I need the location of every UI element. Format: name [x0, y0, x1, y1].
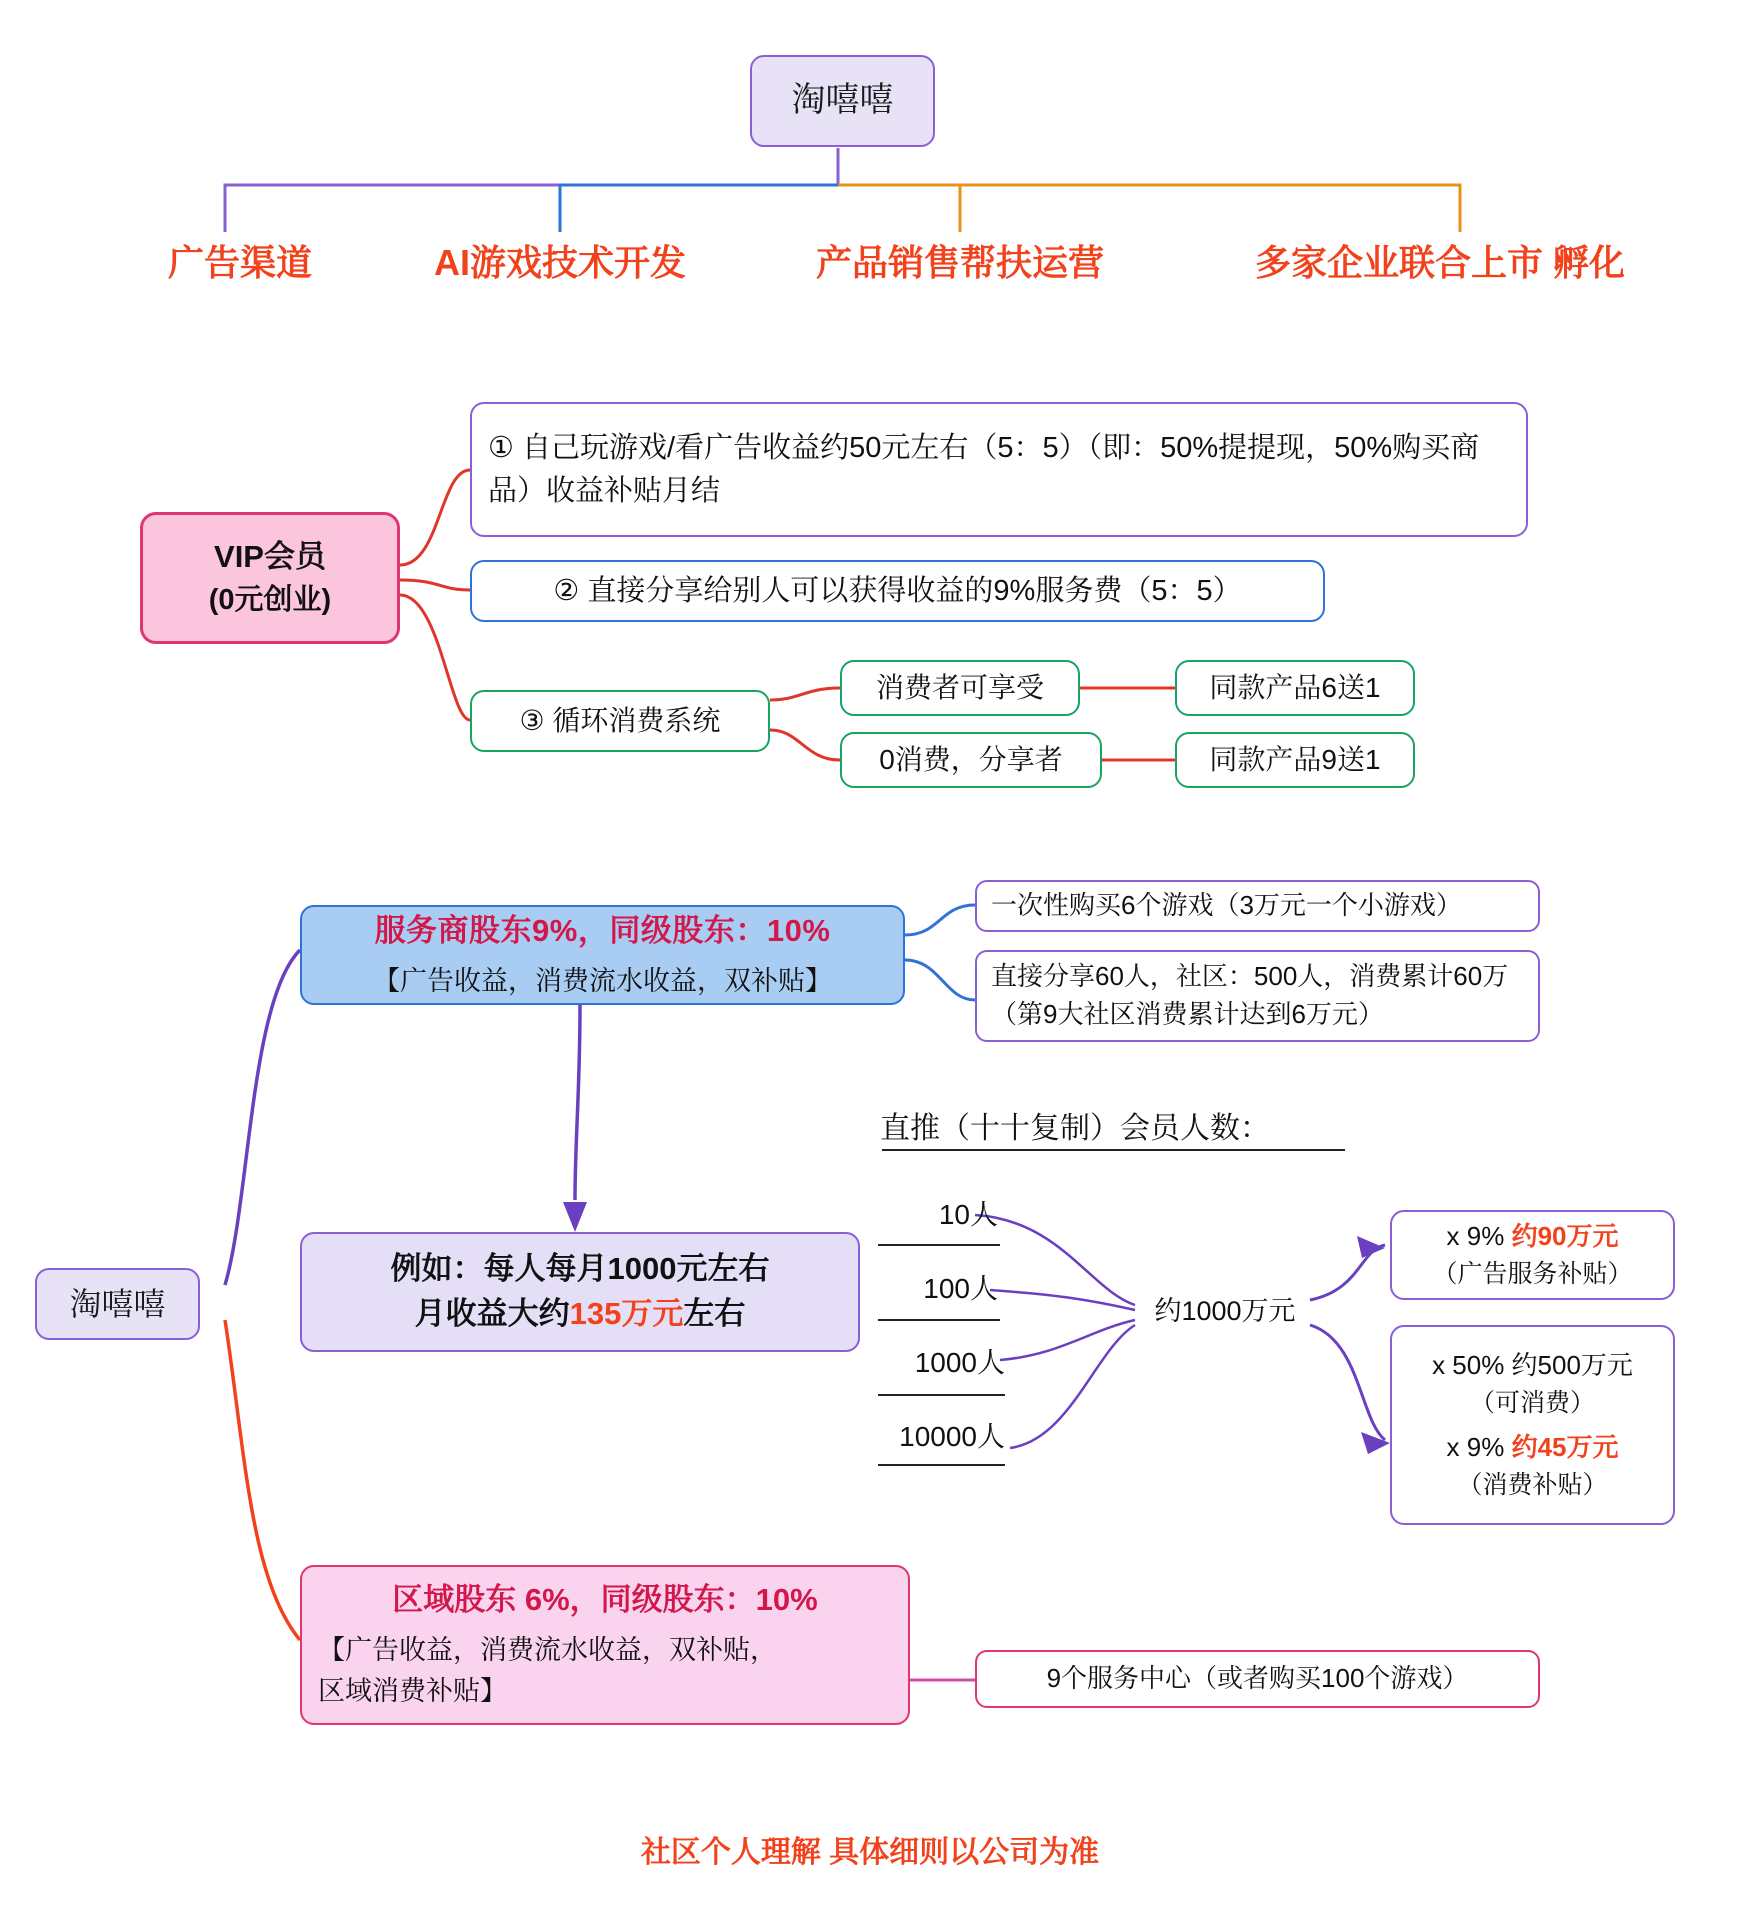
payout-consume-row2 — [1447, 1429, 1619, 1467]
example-line-2-suffix: 左右 — [683, 1296, 746, 1331]
service-note-share-community[interactable]: 直接分享60人，社区：500人，消费累计60万（第9大社区消费累计达到6万元） — [975, 950, 1540, 1042]
top-branch-advertising[interactable]: 广告渠道 — [167, 241, 312, 283]
vip-sub-sharer[interactable]: 0消费，分享者 — [840, 732, 1102, 788]
footer-disclaimer: 社区个人理解 具体细则以公司为准 — [640, 1836, 1100, 1870]
example-income-node[interactable] — [300, 1232, 860, 1352]
payout-ad-subsidy[interactable] — [1390, 1210, 1675, 1300]
region-shareholder-subtitle-2: 区域消费补贴】 — [318, 1676, 507, 1707]
pyramid-tier-10000: 10000人 — [899, 1420, 1005, 1452]
top-branch-ai-game-dev[interactable]: AI游戏技术开发 — [433, 241, 686, 283]
vip-item-3[interactable]: ③ 循环消费系统 — [470, 690, 770, 752]
service-shareholder-title: 服务商股东9%，同级股东：10% — [374, 912, 831, 948]
example-line-2 — [415, 1292, 746, 1337]
pyramid-tier-100: 100人 — [923, 1272, 998, 1304]
payout-consume-amount: 约45万元 — [1511, 1432, 1619, 1462]
payout-consume-row1-note: （可消费） — [1469, 1388, 1595, 1417]
region-shareholder-node[interactable] — [300, 1565, 910, 1725]
top-branch-ipo-incubation[interactable]: 多家企业联合上市 孵化 — [1254, 241, 1625, 283]
region-shareholder-subtitle-1: 【广告收益，消费流水收益，双补贴， — [318, 1635, 777, 1666]
vip-member-node[interactable] — [140, 512, 400, 644]
payout-ad-amount: 约90万元 — [1511, 1221, 1619, 1252]
vip-item-1[interactable]: ① 自己玩游戏/看广告收益约50元左右（5：5）（即：50%提提现，50%购买商品）收益补贴月结 — [470, 402, 1528, 537]
region-note-service-centers[interactable]: 9个服务中心（或者购买100个游戏） — [975, 1650, 1540, 1708]
pyramid-tier-1000: 1000人 — [914, 1346, 1005, 1378]
service-note-buy-games[interactable]: 一次性购买6个游戏（3万元一个小游戏） — [975, 880, 1540, 932]
pyramid-tier-10: 10人 — [938, 1198, 998, 1230]
service-shareholder-node[interactable] — [300, 905, 905, 1005]
example-line-1: 例如：每人每月1000元左右 — [390, 1251, 770, 1287]
vip-title-line2: (0元创业) — [208, 584, 332, 617]
payout-ad-note: （广告服务补贴） — [1432, 1259, 1633, 1288]
payout-ad-prefix: x 9% — [1446, 1221, 1505, 1252]
region-shareholder-title: 区域股东 6%，同级股东：10% — [392, 1582, 818, 1618]
service-shareholder-subtitle: 【广告收益，消费流水收益，双补贴】 — [373, 965, 832, 996]
payout-ad-row — [1447, 1218, 1619, 1256]
top-branch-sales-ops[interactable]: 产品销售帮扶运营 — [815, 241, 1104, 283]
vip-title-line1: VIP会员 — [214, 538, 326, 574]
example-line-2-prefix: 月收益大约 — [414, 1296, 570, 1331]
payout-consume-row2-note: （消费补贴） — [1457, 1470, 1608, 1499]
root-node-title[interactable]: 淘嘻嘻 — [750, 55, 935, 147]
payout-consumption-subsidy[interactable] — [1390, 1325, 1675, 1525]
payout-consume-prefix: x 9% — [1446, 1432, 1505, 1462]
vip-sub-sharer-result[interactable]: 同款产品9送1 — [1175, 732, 1415, 788]
vip-item-2[interactable]: ② 直接分享给别人可以获得收益的9%服务费（5：5） — [470, 560, 1325, 622]
example-line-2-highlight: 135万元 — [569, 1296, 684, 1331]
root-node-title-2[interactable]: 淘嘻嘻 — [35, 1268, 200, 1340]
pyramid-total: 约1000万元 — [1154, 1296, 1296, 1327]
vip-sub-consumer[interactable]: 消费者可享受 — [840, 660, 1080, 716]
vip-sub-consumer-result[interactable]: 同款产品6送1 — [1175, 660, 1415, 716]
pyramid-heading: 直推（十十复制）会员人数： — [880, 1112, 1270, 1146]
payout-consume-row1: x 50% 约500万元 — [1432, 1350, 1633, 1381]
